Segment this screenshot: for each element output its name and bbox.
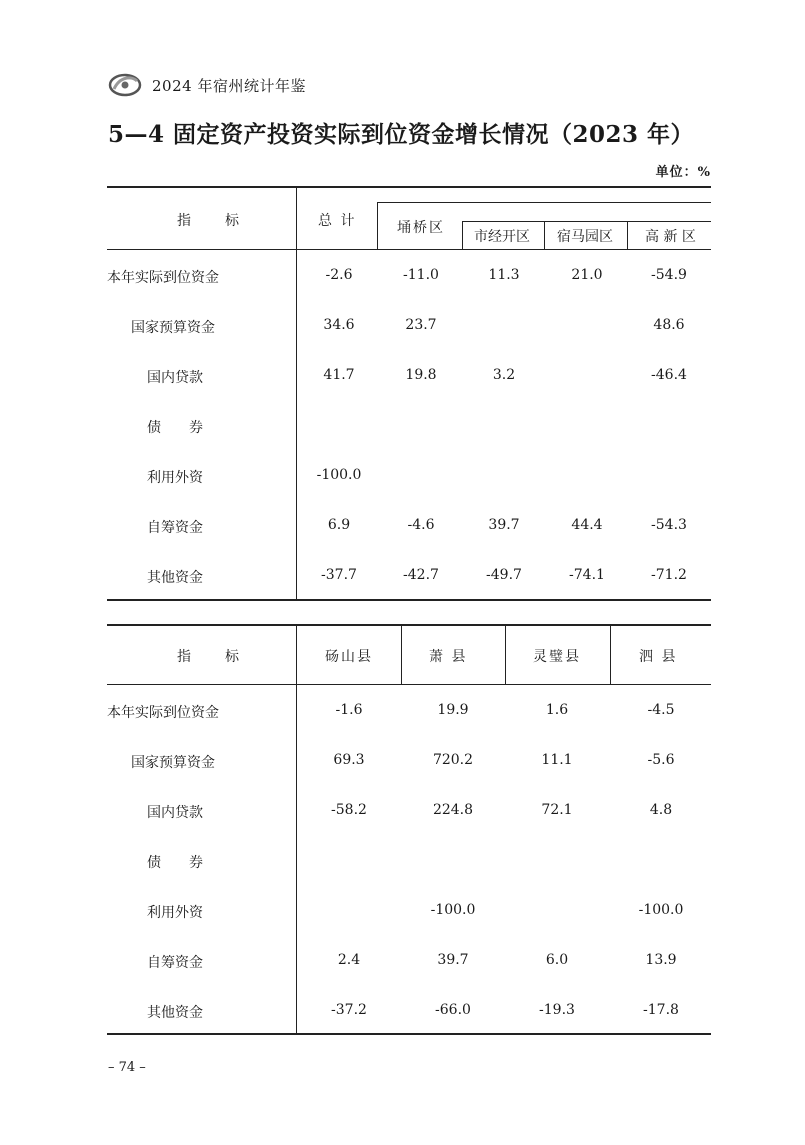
- cell-shijingkai: 3.2: [492, 367, 516, 383]
- cell-total: -37.7: [321, 567, 357, 583]
- cell-gaoxin: -54.3: [651, 517, 687, 533]
- row-label: 利用外资: [147, 470, 203, 486]
- dangshan-column-divider: [401, 624, 402, 684]
- lingbi-column-divider: [610, 624, 611, 684]
- cell-yongqiao: -11.0: [403, 267, 439, 283]
- cell-shijingkai: 39.7: [488, 517, 520, 533]
- cell-lingbi: 6.0: [545, 952, 569, 968]
- cell-dangshan: 2.4: [337, 952, 361, 968]
- cell-suma: 21.0: [571, 267, 603, 283]
- indicator-column-divider: [296, 624, 297, 1034]
- row-label: 本年实际到位资金: [107, 705, 219, 721]
- subheader-top-rule: [377, 202, 711, 203]
- cell-gaoxin: 48.6: [653, 317, 685, 333]
- yearbook-logo-icon: [108, 72, 142, 98]
- row-label: 国家预算资金: [131, 320, 215, 336]
- cell-shijingkai: 11.3: [488, 267, 520, 283]
- cell-gaoxin: -71.2: [651, 567, 687, 583]
- cell-si: 13.9: [645, 952, 677, 968]
- header-bottom-rule: [107, 249, 711, 250]
- header-lingbi: 灵璧县: [533, 649, 581, 665]
- page-number: – 74 –: [108, 1060, 146, 1075]
- row-label: 国内贷款: [147, 370, 203, 386]
- cell-dangshan: -1.6: [335, 702, 363, 718]
- row-label: 其他资金: [147, 570, 203, 586]
- cell-dangshan: -37.2: [331, 1002, 367, 1018]
- cell-si: -5.6: [647, 752, 675, 768]
- table-district: [107, 186, 711, 600]
- header-total: 总 计: [318, 213, 357, 229]
- header-yongqiao: 埇桥区: [397, 220, 445, 236]
- header-shijingkai: 市经开区: [474, 229, 530, 245]
- page-title: 5—4 固定资产投资实际到位资金增长情况（2023 年）: [108, 121, 695, 148]
- row-label: 国内贷款: [147, 805, 203, 821]
- row-label: 利用外资: [147, 905, 203, 921]
- cell-total: 34.6: [323, 317, 355, 333]
- header-dangshan: 砀山县: [325, 649, 373, 665]
- subheader-mid-rule: [462, 221, 711, 222]
- cell-total: -2.6: [325, 267, 353, 283]
- unit-label: 单位：%: [655, 165, 711, 180]
- table-county: [107, 624, 711, 1034]
- header-bottom-rule: [107, 684, 711, 685]
- table-bottom-rule: [107, 1033, 711, 1035]
- cell-yongqiao: 19.8: [405, 367, 437, 383]
- cell-yongqiao: -4.6: [407, 517, 435, 533]
- header-suma: 宿马园区: [557, 229, 613, 245]
- table-top-rule: [107, 624, 711, 626]
- cell-xiao: 720.2: [432, 752, 474, 768]
- cell-gaoxin: -54.9: [651, 267, 687, 283]
- cell-shijingkai: -49.7: [486, 567, 522, 583]
- cell-suma: -74.1: [569, 567, 605, 583]
- cell-lingbi: 1.6: [545, 702, 569, 718]
- indicator-column-divider: [296, 186, 297, 600]
- table-top-rule: [107, 186, 711, 188]
- cell-si: -4.5: [647, 702, 675, 718]
- suma-column-divider: [627, 221, 628, 249]
- header-xiao: 萧 县: [429, 649, 468, 665]
- xiao-column-divider: [505, 624, 506, 684]
- header-gaoxin: 高 新 区: [645, 229, 696, 245]
- cell-dangshan: 69.3: [333, 752, 365, 768]
- cell-total: 41.7: [323, 367, 355, 383]
- running-head: [108, 70, 306, 100]
- row-label: 债 券: [147, 855, 203, 871]
- cell-xiao: -66.0: [435, 1002, 471, 1018]
- cell-dangshan: -58.2: [331, 802, 367, 818]
- cell-yongqiao: 23.7: [405, 317, 437, 333]
- cell-xiao: -100.0: [430, 902, 476, 918]
- shijingkai-column-divider: [544, 221, 545, 249]
- header-indicator: 指 标: [177, 213, 241, 229]
- row-label: 本年实际到位资金: [107, 270, 219, 286]
- cell-si: -17.8: [643, 1002, 679, 1018]
- running-head-title: 2024 年宿州统计年鉴: [152, 76, 306, 95]
- cell-si: 4.8: [649, 802, 673, 818]
- cell-xiao: 39.7: [437, 952, 469, 968]
- row-label: 其他资金: [147, 1005, 203, 1021]
- row-label: 自筹资金: [147, 520, 203, 536]
- cell-xiao: 224.8: [432, 802, 474, 818]
- table-bottom-rule: [107, 599, 711, 601]
- row-label: 国家预算资金: [131, 755, 215, 771]
- cell-lingbi: -19.3: [539, 1002, 575, 1018]
- cell-xiao: 19.9: [437, 702, 469, 718]
- row-label: 债 券: [147, 420, 203, 436]
- yongqiao-column-divider: [462, 221, 463, 249]
- cell-suma: 44.4: [571, 517, 603, 533]
- header-si: 泗 县: [639, 649, 678, 665]
- cell-lingbi: 72.1: [541, 802, 573, 818]
- cell-total: 6.9: [327, 517, 351, 533]
- row-label: 自筹资金: [147, 955, 203, 971]
- total-column-divider: [377, 202, 378, 249]
- cell-gaoxin: -46.4: [651, 367, 687, 383]
- cell-total: -100.0: [316, 467, 362, 483]
- header-indicator: 指 标: [177, 649, 241, 665]
- cell-si: -100.0: [638, 902, 684, 918]
- cell-yongqiao: -42.7: [403, 567, 439, 583]
- cell-lingbi: 11.1: [541, 752, 573, 768]
